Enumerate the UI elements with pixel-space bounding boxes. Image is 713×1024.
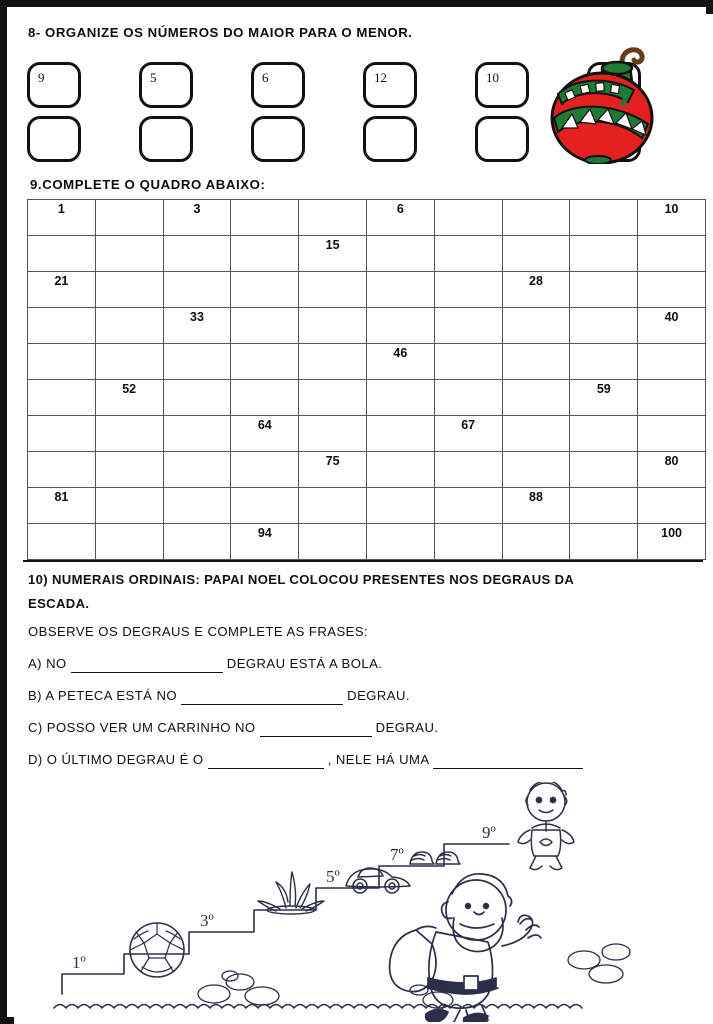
grid-cell-value: 94 (257, 526, 272, 540)
exercise-10-heading-line2: ESCADA. (28, 596, 90, 611)
christmas-ball-ornament (526, 36, 696, 164)
grid-cell-empty[interactable] (434, 344, 502, 380)
grid-cell-empty[interactable] (28, 236, 96, 272)
grid-cell-empty[interactable] (95, 236, 163, 272)
grid-row (28, 308, 706, 344)
grid-cell-empty[interactable] (434, 452, 502, 488)
hundred-chart-grid (27, 199, 706, 560)
grid-row (28, 416, 706, 452)
grid-cell-empty[interactable] (638, 380, 706, 416)
answer-blank-1[interactable] (181, 689, 343, 705)
grid-cell-value: 100 (661, 526, 682, 540)
grid-cell-empty[interactable] (366, 236, 434, 272)
grid-cell-empty[interactable] (434, 272, 502, 308)
grid-cell-value: 81 (54, 490, 69, 504)
grid-cell-empty[interactable] (28, 452, 96, 488)
grid-cell-empty[interactable] (502, 416, 570, 452)
grid-cell-empty[interactable] (231, 308, 299, 344)
step-label-9: 9º (482, 823, 496, 842)
grid-cell-empty[interactable] (502, 344, 570, 380)
exercise-10-heading-line1: 10) NUMERAIS ORDINAIS: PAPAI NOEL COLOCOU PRESENTES NOS DEGRAUS DA (28, 572, 575, 587)
grid-cell-filled (299, 452, 367, 488)
grid-cell-empty[interactable] (163, 488, 231, 524)
grid-cell-empty[interactable] (570, 452, 638, 488)
grid-cell-empty[interactable] (231, 344, 299, 380)
question-c (28, 720, 438, 737)
grid-cell-empty[interactable] (95, 272, 163, 308)
grid-row (28, 452, 706, 488)
grid-cell-value: 33 (190, 310, 204, 324)
grid-cell-empty[interactable] (502, 380, 570, 416)
question-tail: DEGRAU. (371, 720, 439, 735)
grid-cell-empty[interactable] (231, 200, 299, 236)
grid-cell-empty[interactable] (95, 452, 163, 488)
worksheet-sheet (14, 14, 713, 1024)
number-box-2 (139, 62, 193, 108)
grid-cell-filled (163, 308, 231, 344)
grid-cell-filled (231, 416, 299, 452)
question-tail: DEGRAU. (343, 688, 410, 703)
grid-cell-empty[interactable] (95, 488, 163, 524)
exercise-9-title: 9.COMPLETE O QUADRO ABAIXO: (30, 177, 266, 192)
grid-cell-empty[interactable] (570, 416, 638, 452)
grid-cell-value: 67 (461, 418, 476, 432)
grid-cell-empty[interactable] (502, 308, 570, 344)
grid-cell-empty[interactable] (28, 524, 96, 560)
grid-cell-empty[interactable] (366, 272, 434, 308)
grid-cell-empty[interactable] (299, 488, 367, 524)
grid-cell-empty[interactable] (366, 488, 434, 524)
grid-cell-empty[interactable] (638, 344, 706, 380)
grid-cell-empty[interactable] (570, 200, 638, 236)
grid-cell-value: 10 (664, 202, 679, 216)
grid-cell-empty[interactable] (502, 452, 570, 488)
grid-cell-empty[interactable] (28, 416, 96, 452)
grid-cell-empty[interactable] (299, 380, 367, 416)
answer-blank-2[interactable] (433, 753, 583, 769)
grid-cell-empty[interactable] (231, 452, 299, 488)
grid-cell-empty[interactable] (95, 200, 163, 236)
grid-cell-empty[interactable] (502, 200, 570, 236)
grid-cell-empty[interactable] (163, 380, 231, 416)
grid-cell-filled (28, 200, 96, 236)
grid-cell-value: 28 (529, 274, 543, 288)
grid-cell-empty[interactable] (366, 524, 434, 560)
grid-row (28, 200, 706, 236)
step-label-7: 7º (390, 845, 404, 864)
grid-cell-value: 21 (54, 274, 69, 288)
grid-cell-empty[interactable] (502, 236, 570, 272)
grid-row (28, 488, 706, 524)
grid-cell-filled (366, 344, 434, 380)
answer-box-1[interactable] (27, 116, 81, 162)
answer-box-3[interactable] (251, 116, 305, 162)
number-box-4 (363, 62, 417, 108)
number-box-value: 10 (486, 70, 499, 85)
grid-cell-filled (231, 524, 299, 560)
grid-row (28, 380, 706, 416)
answer-box-4[interactable] (363, 116, 417, 162)
grid-cell-value: 1 (57, 202, 65, 216)
grid-cell-empty[interactable] (163, 272, 231, 308)
grid-cell-filled (638, 200, 706, 236)
grid-cell-value: 75 (325, 454, 340, 468)
grid-row (28, 344, 706, 380)
grid-cell-empty[interactable] (95, 344, 163, 380)
grid-cell-empty[interactable] (231, 272, 299, 308)
grid-cell-filled (570, 380, 638, 416)
grid-cell-filled (502, 272, 570, 308)
grid-cell-empty[interactable] (502, 524, 570, 560)
grid-cell-empty[interactable] (570, 488, 638, 524)
step-label-5: 5º (326, 867, 340, 886)
answer-blank-1[interactable] (260, 721, 372, 737)
grid-cell-empty[interactable] (163, 416, 231, 452)
grid-cell-empty[interactable] (638, 272, 706, 308)
grid-cell-value: 46 (393, 346, 408, 360)
grid-cell-empty[interactable] (570, 272, 638, 308)
grid-cell-value: 80 (664, 454, 679, 468)
question-tail: DEGRAU ESTÁ A BOLA. (222, 656, 383, 671)
grid-cell-filled (502, 488, 570, 524)
step-label-3: 3º (200, 911, 214, 930)
grid-cell-empty[interactable] (434, 236, 502, 272)
grid-cell-empty[interactable] (570, 308, 638, 344)
grid-cell-value: 64 (257, 418, 272, 432)
grid-cell-empty[interactable] (434, 524, 502, 560)
number-box-5 (475, 62, 529, 108)
grid-cell-empty[interactable] (231, 488, 299, 524)
grid-cell-empty[interactable] (28, 344, 96, 380)
grid-cell-empty[interactable] (95, 308, 163, 344)
grid-cell-value: 3 (193, 202, 201, 216)
grid-cell-value: 88 (529, 490, 543, 504)
grid-cell-value: 40 (664, 310, 679, 324)
number-box-value: 5 (150, 70, 157, 85)
grid-cell-value: 15 (325, 238, 340, 252)
grid-cell-empty[interactable] (434, 488, 502, 524)
grid-cell-empty[interactable] (638, 488, 706, 524)
question-b (28, 688, 410, 705)
grid-cell-empty[interactable] (299, 524, 367, 560)
grid-cell-value: 59 (596, 382, 611, 396)
section-divider (23, 560, 703, 562)
number-box-value: 12 (374, 70, 387, 85)
question-label: C) POSSO VER UM CARRINHO NO (28, 720, 260, 735)
grid-cell-empty[interactable] (366, 452, 434, 488)
grid-cell-empty[interactable] (638, 416, 706, 452)
grid-cell-empty[interactable] (163, 236, 231, 272)
question-label: D) O ÚLTIMO DEGRAU É O (28, 752, 208, 767)
exercise-10-instruction: OBSERVE OS DEGRAUS E COMPLETE AS FRASES: (28, 624, 369, 639)
grid-cell-filled (28, 488, 96, 524)
exercise-8-section (14, 14, 713, 169)
grid-cell-empty[interactable] (434, 308, 502, 344)
answer-blank-1[interactable] (71, 657, 223, 673)
grid-cell-empty[interactable] (366, 416, 434, 452)
grid-cell-empty[interactable] (231, 380, 299, 416)
grid-cell-filled (366, 200, 434, 236)
grid-cell-empty[interactable] (299, 416, 367, 452)
grid-cell-empty[interactable] (570, 524, 638, 560)
grid-cell-filled (638, 524, 706, 560)
question-label: B) A PETECA ESTÁ NO (28, 688, 182, 703)
grid-cell-empty[interactable] (570, 344, 638, 380)
grid-cell-filled (95, 380, 163, 416)
grid-cell-empty[interactable] (299, 272, 367, 308)
grid-cell-empty[interactable] (28, 380, 96, 416)
grid-cell-value: 52 (122, 382, 137, 396)
grid-cell-empty[interactable] (434, 380, 502, 416)
answer-box-2[interactable] (139, 116, 193, 162)
step-ordinal-labels (72, 823, 496, 972)
grid-cell-filled (299, 236, 367, 272)
grid-cell-filled (638, 452, 706, 488)
grid-cell-filled (28, 272, 96, 308)
grid-row (28, 236, 706, 272)
grid-cell-empty[interactable] (28, 308, 96, 344)
grid-cell-filled (638, 308, 706, 344)
number-box-value: 6 (262, 70, 269, 85)
question-a (28, 656, 382, 673)
step-label-1: 1º (72, 953, 86, 972)
number-box-3 (251, 62, 305, 108)
grid-cell-empty[interactable] (299, 344, 367, 380)
answer-blank-1[interactable] (208, 753, 324, 769)
grid-cell-empty[interactable] (366, 380, 434, 416)
grid-cell-empty[interactable] (299, 308, 367, 344)
question-label: A) NO (28, 656, 71, 671)
number-box-value: 9 (38, 70, 45, 85)
answer-box-5[interactable] (475, 116, 529, 162)
grid-cell-empty[interactable] (638, 236, 706, 272)
question-d (28, 752, 583, 769)
grid-row (28, 524, 706, 560)
grid-row (28, 272, 706, 308)
grid-cell-empty[interactable] (163, 344, 231, 380)
grid-cell-empty[interactable] (570, 236, 638, 272)
grid-cell-empty[interactable] (163, 452, 231, 488)
grid-cell-empty[interactable] (434, 200, 502, 236)
exercise-8-title: 8- ORGANIZE OS NÚMEROS DO MAIOR PARA O MENOR. (28, 25, 413, 40)
stairs-illustration (24, 782, 709, 1022)
number-box-1 (27, 62, 81, 108)
grid-cell-value: 6 (396, 202, 404, 216)
grid-cell-empty[interactable] (366, 308, 434, 344)
grid-cell-empty[interactable] (95, 524, 163, 560)
grid-cell-empty[interactable] (163, 524, 231, 560)
question-tail: , NELE HÁ UMA (323, 752, 433, 767)
grid-cell-empty[interactable] (231, 236, 299, 272)
grid-cell-filled (163, 200, 231, 236)
grid-cell-filled (434, 416, 502, 452)
grid-cell-empty[interactable] (299, 200, 367, 236)
grid-cell-empty[interactable] (95, 416, 163, 452)
